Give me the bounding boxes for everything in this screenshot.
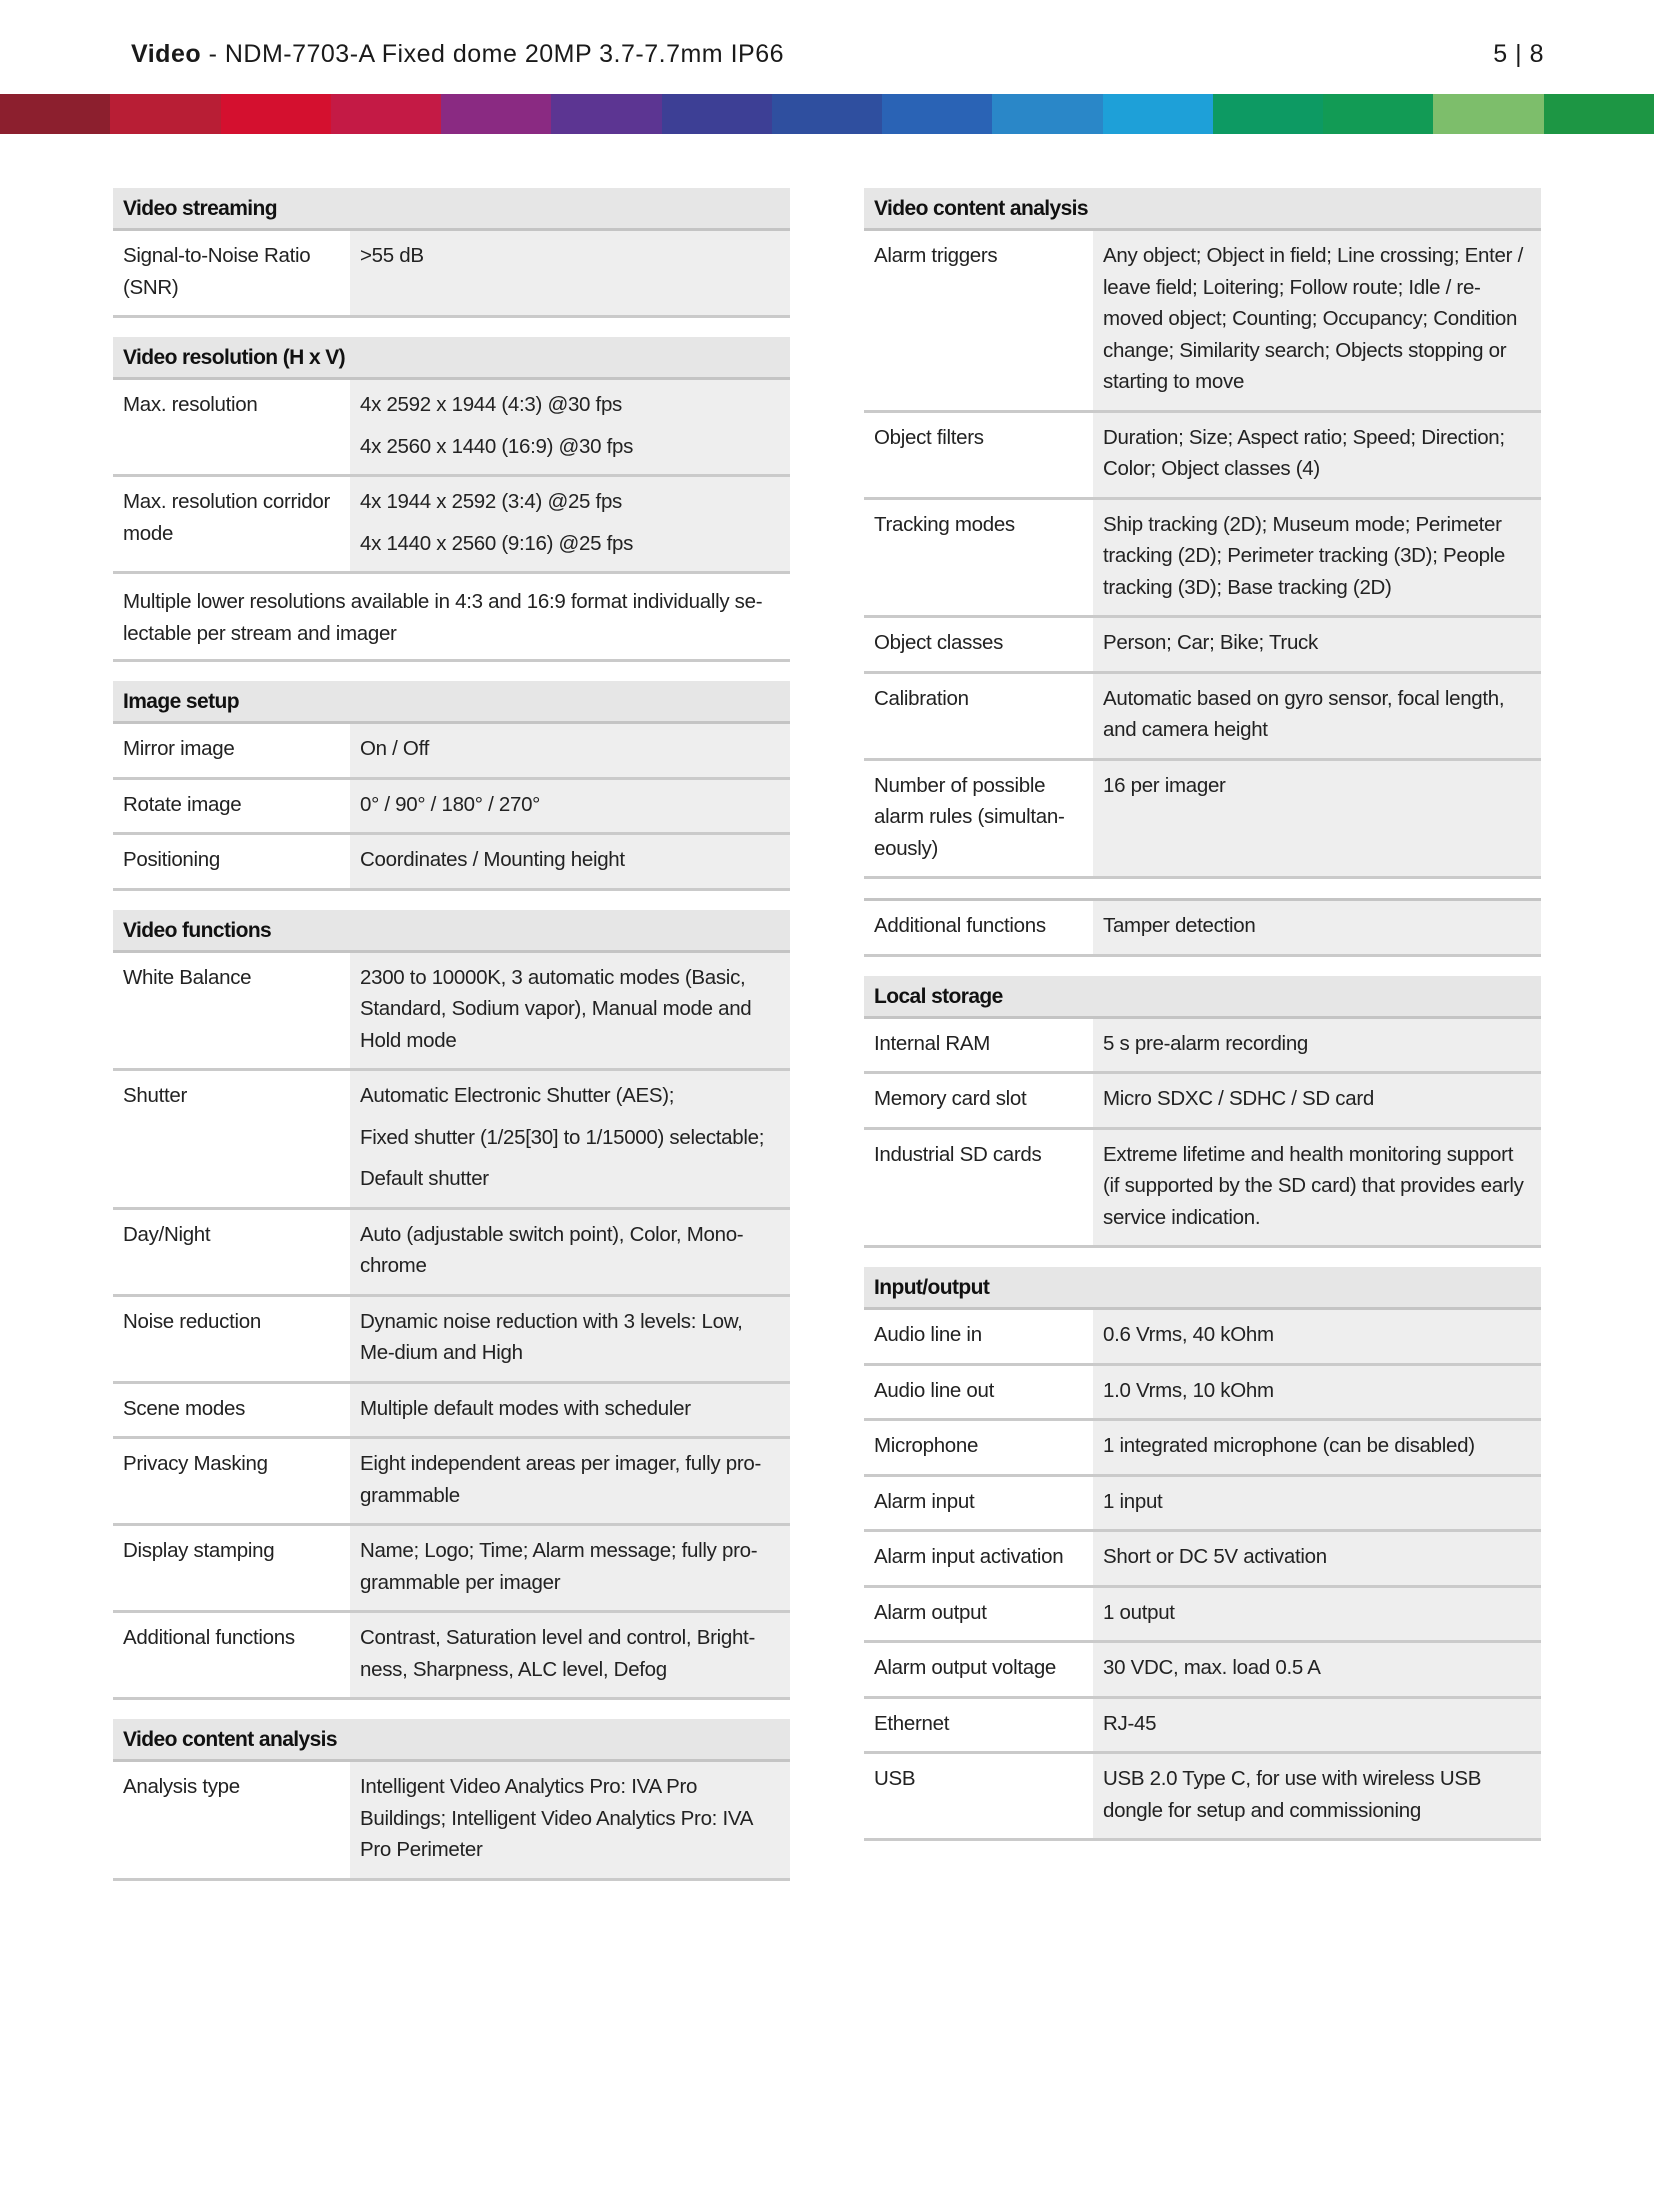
spec-value xyxy=(350,1439,790,1523)
spec-value-line: Extreme lifetime and health monitoring support (if supported by the SD card) that provides early service indication. xyxy=(1103,1142,1524,1229)
spec-label: USB xyxy=(864,1754,1093,1838)
spec-row xyxy=(113,1071,790,1210)
spec-value-line: 4x 2592 x 1944 (4:3) @30 fps xyxy=(360,393,622,416)
spec-value xyxy=(1093,1421,1541,1474)
spec-section-video-content-analysis xyxy=(113,1719,790,1881)
spec-row xyxy=(113,780,790,836)
spec-value-line: Dynamic noise reduction with 3 levels: Low, Me-dium and High xyxy=(360,1309,743,1364)
band-segment xyxy=(110,94,220,134)
spec-value-line: 2300 to 10000K, 3 automatic modes (Basic, Standard, Sodium vapor), Manual mode and Hold mode xyxy=(360,965,752,1052)
section-note: Multiple lower resolutions available in 4:3 and 16:9 format individually se-lectable per stream and imager xyxy=(113,574,790,662)
spec-row xyxy=(113,953,790,1072)
spec-value-line: Duration; Size; Aspect ratio; Speed; Direction; Color; Object classes (4) xyxy=(1103,425,1505,480)
spec-value-line: 4x 2560 x 1440 (16:9) @30 fps xyxy=(360,434,634,458)
spec-value-line: Person; Car; Bike; Truck xyxy=(1103,631,1318,654)
spec-label: Signal-to-Noise Ratio (SNR) xyxy=(113,231,350,315)
spec-value xyxy=(350,231,790,315)
spec-row xyxy=(864,413,1541,500)
spec-section-local-storage xyxy=(864,976,1541,1249)
spec-value xyxy=(1093,1532,1541,1585)
color-band xyxy=(0,94,1654,134)
spec-value xyxy=(1093,1310,1541,1363)
spec-label: Object classes xyxy=(864,618,1093,671)
spec-row xyxy=(864,1366,1541,1422)
spec-value xyxy=(1093,1019,1541,1072)
spec-value-line: 4x 1440 x 2560 (9:16) @25 fps xyxy=(360,531,634,555)
spec-section-continued xyxy=(864,898,1541,957)
spec-value-line: Micro SDXC / SDHC / SD card xyxy=(1103,1087,1374,1110)
spec-value xyxy=(1093,1588,1541,1641)
spec-label: White Balance xyxy=(113,953,350,1069)
spec-label: Day/Night xyxy=(113,1210,350,1294)
spec-value xyxy=(350,380,790,474)
left-column xyxy=(113,188,790,1900)
spec-label: Analysis type xyxy=(113,1762,350,1878)
section-heading: Video resolution (H x V) xyxy=(113,337,790,380)
spec-value-line: 4x 1944 x 2592 (3:4) @25 fps xyxy=(360,490,622,513)
spec-value-line: Fixed shutter (1/25[30] to 1/15000) selectable; xyxy=(360,1125,765,1149)
spec-value-line: 1 output xyxy=(1103,1600,1175,1624)
spec-value-line: Multiple default modes with scheduler xyxy=(360,1396,691,1420)
spec-value xyxy=(1093,618,1541,671)
spec-label: Noise reduction xyxy=(113,1297,350,1381)
spec-row xyxy=(113,835,790,891)
band-segment xyxy=(992,94,1102,134)
spec-value-line: 16 per imager xyxy=(1103,773,1226,797)
spec-value-line: Intelligent Video Analytics Pro: IVA Pro Buildings; Intelligent Video Analytics Pro: IVA Pro Perimeter xyxy=(360,1775,752,1861)
band-segment xyxy=(1544,94,1654,134)
spec-row xyxy=(113,1384,790,1440)
spec-value-line: RJ-45 xyxy=(1103,1711,1157,1735)
spec-row xyxy=(113,1439,790,1526)
spec-section-input-output xyxy=(864,1267,1541,1841)
spec-value-line: Any object; Object in field; Line crossing; Enter / leave field; Loitering; Follow route; Idle / re-moved object; Counting; Occupancy; Condition change; Similarity search; Objects stopping or starting to move xyxy=(1103,244,1523,393)
spec-value-line: 5 s pre-alarm recording xyxy=(1103,1031,1309,1055)
document-title-rest: - NDM-7703-A Fixed dome 20MP 3.7-7.7mm IP66 xyxy=(201,39,785,68)
spec-label: Scene modes xyxy=(113,1384,350,1437)
spec-label: Max. resolution corridor mode xyxy=(113,477,350,571)
section-heading: Input/output xyxy=(864,1267,1541,1310)
section-heading: Video functions xyxy=(113,910,790,953)
spec-value xyxy=(1093,761,1541,877)
spec-label: Rotate image xyxy=(113,780,350,833)
spec-value-line: 0° / 90° / 180° / 270° xyxy=(360,792,541,816)
spec-label: Number of possible alarm rules (simultan-eously) xyxy=(864,761,1093,877)
spec-row xyxy=(864,1477,1541,1533)
spec-row xyxy=(113,724,790,780)
spec-value-line: Default shutter xyxy=(360,1167,489,1190)
spec-value-line: 30 VDC, max. load 0.5 A xyxy=(1103,1656,1321,1679)
spec-row xyxy=(864,1074,1541,1130)
spec-row xyxy=(864,1754,1541,1841)
spec-label: Industrial SD cards xyxy=(864,1130,1093,1246)
spec-value-line: Tamper detection xyxy=(1103,914,1256,937)
band-segment xyxy=(882,94,992,134)
spec-value xyxy=(1093,1074,1541,1127)
spec-label: Positioning xyxy=(113,835,350,888)
right-column xyxy=(864,188,1541,1860)
spec-row xyxy=(864,674,1541,761)
spec-value xyxy=(1093,901,1541,954)
spec-row xyxy=(864,1588,1541,1644)
spec-section-image-setup xyxy=(113,681,790,891)
band-segment xyxy=(1103,94,1213,134)
band-segment xyxy=(331,94,441,134)
spec-value xyxy=(1093,674,1541,758)
spec-value xyxy=(1093,413,1541,497)
spec-value xyxy=(350,1762,790,1878)
spec-label: Object filters xyxy=(864,413,1093,497)
spec-value-line: >55 dB xyxy=(360,244,424,267)
spec-value xyxy=(350,953,790,1069)
band-segment xyxy=(221,94,331,134)
section-heading: Video content analysis xyxy=(113,1719,790,1762)
spec-value xyxy=(1093,1643,1541,1696)
band-segment xyxy=(772,94,882,134)
spec-row xyxy=(864,1421,1541,1477)
spec-label: Alarm input xyxy=(864,1477,1093,1530)
spec-value-line: Contrast, Saturation level and control, Bright-ness, Sharpness, ALC level, Defog xyxy=(360,1626,755,1681)
spec-row xyxy=(864,901,1541,957)
spec-value-line: USB 2.0 Type C, for use with wireless USB dongle for setup and commissioning xyxy=(1103,1767,1482,1822)
page-header xyxy=(131,34,1544,74)
spec-label: Ethernet xyxy=(864,1699,1093,1752)
section-heading: Local storage xyxy=(864,976,1541,1019)
spec-value-line: 0.6 Vrms, 40 kOhm xyxy=(1103,1323,1274,1346)
spec-label: Additional functions xyxy=(864,901,1093,954)
spec-label: Display stamping xyxy=(113,1526,350,1610)
spec-value xyxy=(350,1384,790,1437)
spec-value xyxy=(350,724,790,777)
spec-row xyxy=(864,1643,1541,1699)
spec-value xyxy=(350,1297,790,1381)
spec-value-line: 1 integrated microphone (can be disabled) xyxy=(1103,1434,1475,1457)
spec-value-line: Automatic Electronic Shutter (AES); xyxy=(360,1084,675,1107)
section-heading: Video content analysis xyxy=(864,188,1541,231)
spec-label: Shutter xyxy=(113,1071,350,1207)
spec-value xyxy=(1093,500,1541,616)
band-segment xyxy=(662,94,772,134)
spec-section-video-content-analysis xyxy=(864,188,1541,879)
section-heading: Image setup xyxy=(113,681,790,724)
spec-label: Microphone xyxy=(864,1421,1093,1474)
spec-value xyxy=(350,1613,790,1697)
spec-label: Alarm triggers xyxy=(864,231,1093,410)
spec-value xyxy=(1093,1366,1541,1419)
spec-label: Memory card slot xyxy=(864,1074,1093,1127)
spec-row xyxy=(113,1210,790,1297)
spec-value-line: Ship tracking (2D); Museum mode; Perimeter tracking (2D); Perimeter tracking (3D); People tracking (3D); Base tracking (2D) xyxy=(1103,512,1506,599)
page-number: 5 | 8 xyxy=(1493,39,1544,68)
spec-value-line: Name; Logo; Time; Alarm message; fully pro-grammable per imager xyxy=(360,1539,758,1594)
spec-label: Alarm output voltage xyxy=(864,1643,1093,1696)
spec-value xyxy=(350,1526,790,1610)
spec-row xyxy=(864,500,1541,619)
band-segment xyxy=(0,94,110,134)
band-segment xyxy=(1213,94,1323,134)
spec-section-video-functions xyxy=(113,910,790,1701)
spec-label: Tracking modes xyxy=(864,500,1093,616)
spec-label: Audio line out xyxy=(864,1366,1093,1419)
spec-row xyxy=(113,1762,790,1881)
spec-value xyxy=(1093,1699,1541,1752)
spec-label: Audio line in xyxy=(864,1310,1093,1363)
band-segment xyxy=(1323,94,1433,134)
spec-value xyxy=(350,780,790,833)
spec-label: Additional functions xyxy=(113,1613,350,1697)
spec-row xyxy=(864,1532,1541,1588)
spec-value xyxy=(1093,1130,1541,1246)
spec-value-line: Short or DC 5V activation xyxy=(1103,1545,1327,1568)
spec-row xyxy=(864,1019,1541,1075)
spec-value-line: Eight independent areas per imager, fully pro-grammable xyxy=(360,1452,762,1507)
spec-label: Internal RAM xyxy=(864,1019,1093,1072)
spec-row xyxy=(113,477,790,574)
spec-value xyxy=(350,1071,790,1207)
spec-value xyxy=(1093,1477,1541,1530)
band-segment xyxy=(1433,94,1543,134)
document-title-main: Video xyxy=(131,39,202,68)
spec-section-video-resolution-h-x-v xyxy=(113,337,790,662)
spec-row xyxy=(864,618,1541,674)
spec-row xyxy=(113,1613,790,1700)
spec-value-line: Coordinates / Mounting height xyxy=(360,848,625,871)
spec-row xyxy=(113,380,790,477)
spec-value-line: Auto (adjustable switch point), Color, Mono-chrome xyxy=(360,1222,744,1277)
spec-label: Calibration xyxy=(864,674,1093,758)
spec-section-video-streaming xyxy=(113,188,790,318)
spec-value xyxy=(350,835,790,888)
spec-row xyxy=(864,1699,1541,1755)
document-title xyxy=(131,40,784,69)
spec-label: Max. resolution xyxy=(113,380,350,474)
spec-row xyxy=(864,1310,1541,1366)
spec-row xyxy=(113,231,790,318)
section-heading: Video streaming xyxy=(113,188,790,231)
spec-value xyxy=(350,1210,790,1294)
spec-label: Alarm input activation xyxy=(864,1532,1093,1585)
spec-row xyxy=(864,1130,1541,1249)
spec-value-line: Automatic based on gyro sensor, focal length, and camera height xyxy=(1103,686,1505,741)
spec-row xyxy=(864,761,1541,880)
spec-row xyxy=(864,231,1541,413)
spec-value-line: 1 input xyxy=(1103,1489,1163,1513)
spec-label: Privacy Masking xyxy=(113,1439,350,1523)
spec-row xyxy=(113,1526,790,1613)
band-segment xyxy=(551,94,661,134)
spec-row xyxy=(113,1297,790,1384)
spec-label: Mirror image xyxy=(113,724,350,777)
spec-value-line: 1.0 Vrms, 10 kOhm xyxy=(1103,1378,1274,1402)
spec-label: Alarm output xyxy=(864,1588,1093,1641)
spec-value xyxy=(350,477,790,571)
spec-value xyxy=(1093,231,1541,410)
spec-value xyxy=(1093,1754,1541,1838)
band-segment xyxy=(441,94,551,134)
spec-value-line: On / Off xyxy=(360,737,429,760)
